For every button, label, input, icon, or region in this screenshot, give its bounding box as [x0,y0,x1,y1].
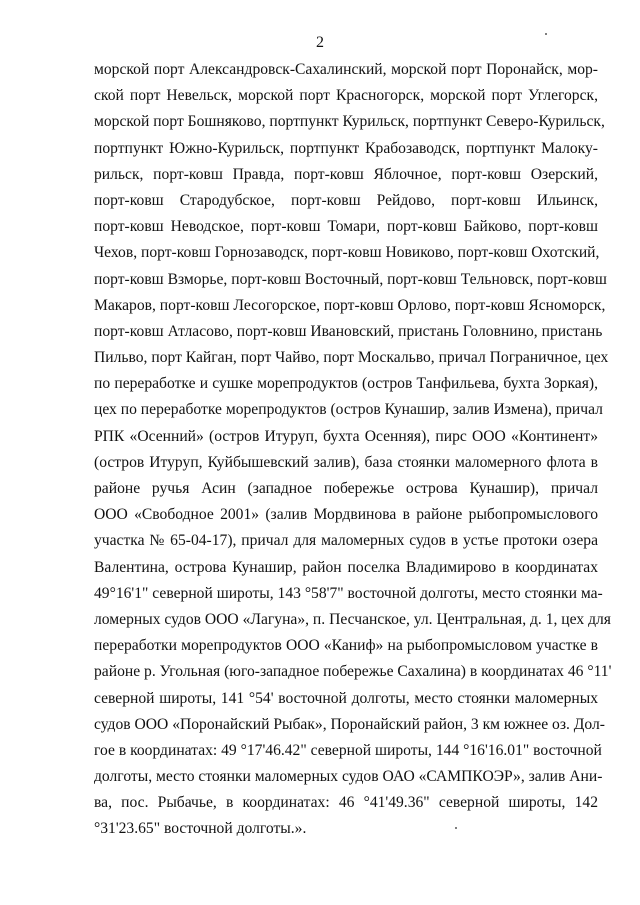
text-line: ломерных судов ООО «Лагуна», п. Песчанское, ул. Центральная, д. 1, цех для [94,610,611,628]
text-line: районе ручья Асин (западное побережье острова Кунашир), причал [94,480,598,497]
text-line: районе р. Угольная (юго-западное побережье Сахалина) в координатах 46 °11' [94,663,612,681]
text-line: морской порт Бошняково, портпункт Курильск, портпункт Северо-Курильск, [94,113,605,131]
text-line: РПК «Осенний» (остров Итуруп, бухта Осенняя), пирс ООО «Континент» [94,427,598,445]
text-line: по переработке и сушке морепродуктов (остров Танфильева, бухта Зоркая), [94,375,598,393]
text-line: гое в координатах: 49 °17'46.42" северной широты, 144 °16'16.01" восточной [94,741,602,759]
text-line: Чехов, порт-ковш Горнозаводск, порт-ковш Новиково, порт-ковш Охотский, [94,244,600,262]
text-line: порт-ковш Взморье, порт-ковш Восточный, порт-ковш Тельновск, порт-ковш [94,270,607,288]
text-line: 49°16'1" северной широты, 143 °58'7" восточной долготы, место стоянки ма- [94,584,603,602]
scan-speck [545,33,547,35]
text-line: ской порт Невельск, морской порт Красногорск, морской порт Углегорск, [94,87,598,105]
text-line: Пильво, порт Кайган, порт Чайво, порт Москальво, причал Пограничное, цех [94,349,609,367]
text-line: Макаров, порт-ковш Лесогорское, порт-ковш Орлово, порт-ковш Ясноморск, [94,296,606,314]
text-line: портпункт Южно-Курильск, портпункт Крабозаводск, портпункт Малоку- [94,139,598,157]
text-line: порт-ковш Атласово, порт-ковш Ивановский, пристань Головнино, пристань [94,322,603,340]
body-text [94,57,612,843]
text-line: ва, пос. Рыбачье, в координатах: 46 °41'49.36" северной широты, 142 [94,794,598,812]
text-line: участка № 65-04-17), причал для маломерных судов в устье протоки озера [94,532,598,550]
text-line: морской порт Александровск-Сахалинский, морской порт Поронайск, мор- [94,61,598,78]
text-line: ООО «Свободное 2001» (залив Мордвинова в районе рыбопромыслового [94,506,598,524]
text-line: °31'23.65" восточной долготы.». [94,820,307,838]
text-line: переработки морепродуктов ООО «Каниф» на рыбопромысловом участке в [94,637,598,655]
text-line: судов ООО «Поронайский Рыбак», Поронайский район, 3 км южнее оз. Дол- [94,715,605,733]
text-line: порт-ковш Неводское, порт-ковш Томари, порт-ковш Байково, порт-ковш [94,218,598,236]
scan-speck [455,827,457,829]
text-line: (остров Итуруп, Куйбышевский залив), база стоянки маломерного флота в [94,453,598,471]
text-line: северной широты, 141 °54' восточной долготы, место стоянки маломерных [94,689,598,707]
page-number: 2 [316,34,324,51]
text-line: порт-ковш Стародубское, порт-ковш Рейдово, порт-ковш Ильинск, [94,191,598,209]
text-line: долготы, место стоянки маломерных судов ОАО «САМПКОЭР», залив Ани- [94,768,603,786]
text-line: рильск, порт-ковш Правда, порт-ковш Яблочное, порт-ковш Озерский, [94,165,598,183]
text-line: цех по переработке морепродуктов (остров Кунашир, залив Измена), причал [94,401,603,419]
text-line: Валентина, острова Кунашир, район поселка Владимирово в координатах [94,558,598,576]
